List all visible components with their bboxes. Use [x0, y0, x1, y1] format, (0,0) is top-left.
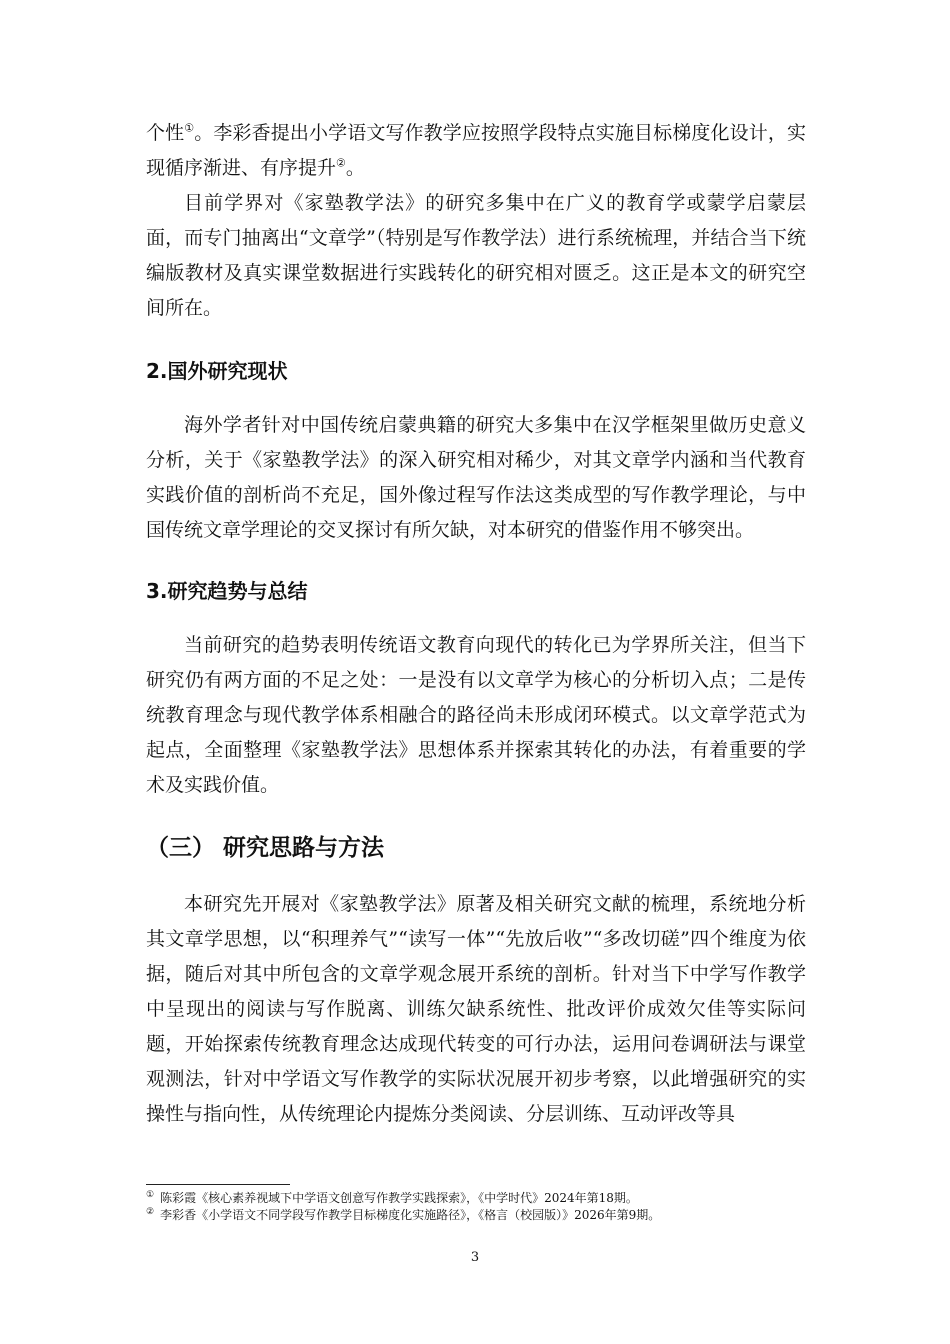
- footnote-text: 陈彩霞《核心素养视域下中学语文创意写作教学实践探索》，《中学时代》2024年第18期。: [160, 1191, 638, 1205]
- footnote-separator: [146, 1184, 290, 1185]
- document-body: [146, 114, 806, 1132]
- footnote-1: [146, 1190, 826, 1207]
- paragraph-foreign-research: 海外学者针对中国传统启蒙典籍的研究大多集中在汉学框架里做历史意义分析，关于《家塾教学法》的深入研究相对稀少，对其文章学内涵和当代教育实践价值的剖析尚不充足，国外像过程写作法这类成型的写作教学理论，与中国传统文章学理论的交叉探讨有所欠缺，对本研究的借鉴作用不够突出。: [146, 414, 806, 541]
- heading-research-trend: 3.研究趋势与总结: [146, 579, 308, 603]
- page-number: 3: [470, 1250, 480, 1265]
- footnote-text: 李彩香《小学语文不同学段写作教学目标梯度化实施路径》，《格言（校园版）》2026年第9期。: [160, 1208, 661, 1222]
- paragraph-intro-2: 目前学界对《家塾教学法》的研究多集中在广义的教育学或蒙学启蒙层面，而专门抽离出“文章学”（特别是写作教学法）进行系统梳理，并结合当下统编版教材及真实课堂数据进行实践转化的研究相对匮乏。这正是本文的研究空间所在。: [146, 192, 806, 319]
- footnotes: [146, 1190, 826, 1224]
- footnote-ref-1[interactable]: ①: [184, 121, 195, 135]
- paragraph-intro-1: [146, 116, 806, 186]
- footnote-2: [146, 1207, 826, 1224]
- heading-foreign-research: 2.国外研究现状: [146, 359, 288, 383]
- text-run: 个性: [146, 122, 185, 144]
- paragraph-research-method: 本研究先开展对《家塾教学法》原著及相关研究文献的梳理，系统地分析其文章学思想，以“积理养气”“读写一体”“先放后收”“多改切磋”四个维度为依据，随后对其中所包含的文章学观念展开系统的剖析。针对当下中学写作教学中呈现出的阅读与写作脱离、训练欠缺系统性、批改评价成效欠佳等实际问题，开始探索传统教育理念达成现代转变的可行办法，运用问卷调研法与课堂观测法，针对中学语文写作教学的实际状况展开初步考察，以此增强研究的实操性与指向性，从传统理论内提炼分类阅读、分层训练、互动评改等具: [146, 893, 806, 1125]
- footnote-marker: ①: [146, 1190, 155, 1200]
- paragraph-research-trend: 当前研究的趋势表明传统语文教育向现代的转化已为学界所关注，但当下研究仍有两方面的不足之处：一是没有以文章学为核心的分析切入点；二是传统教育理念与现代教学体系相融合的路径尚未形成闭环模式。以文章学范式为起点，全面整理《家塾教学法》思想体系并探索其转化的办法，有着重要的学术及实践价值。: [146, 634, 806, 796]
- heading-research-method: （三） 研究思路与方法: [146, 835, 385, 861]
- text-run: 。: [345, 157, 365, 179]
- text-run: 。李彩香提出小学语文写作教学应按照学段特点实施目标梯度化设计，实现循序渐进、有序提升: [146, 122, 806, 179]
- footnote-marker: ②: [146, 1207, 155, 1217]
- footnote-ref-2[interactable]: ②: [336, 156, 346, 170]
